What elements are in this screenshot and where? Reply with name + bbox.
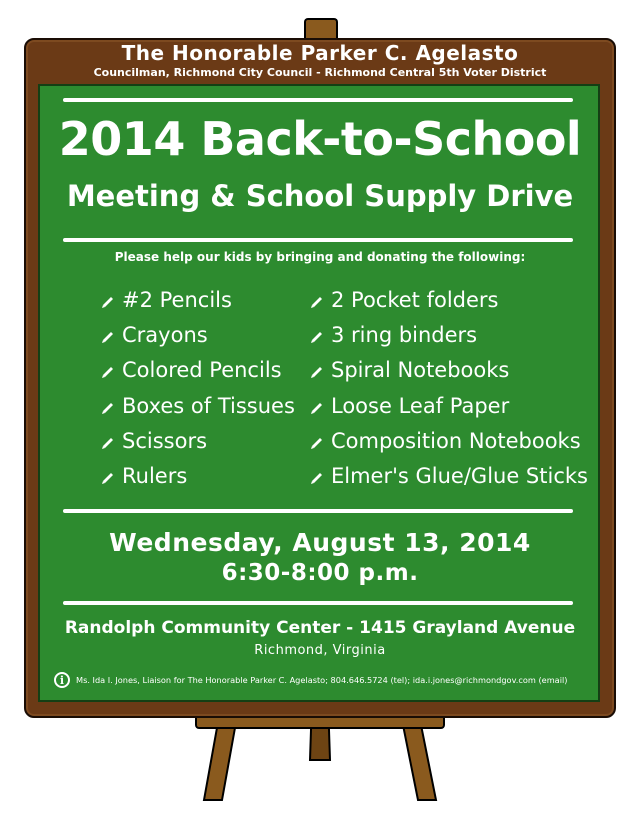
contact-text: Ms. Ida I. Jones, Liaison for The Honorable Parker C. Agelasto; 804.646.5724 (tel); ida.i.jones@richmondgov.com (email)	[76, 675, 568, 685]
supply-item	[100, 462, 187, 490]
pencil-icon	[100, 398, 116, 414]
supply-item	[100, 356, 282, 384]
supply-label: Spiral Notebooks	[331, 358, 510, 382]
venue-city: Richmond, Virginia	[254, 643, 386, 658]
councilman-name: The Honorable Parker C. Agelasto	[121, 41, 519, 65]
supply-label: Boxes of Tissues	[122, 394, 295, 418]
pencil-icon	[100, 327, 116, 343]
pencil-icon	[309, 398, 325, 414]
supply-item	[100, 392, 295, 420]
pencil-icon	[309, 433, 325, 449]
councilman-title: Councilman, Richmond City Council - Richmond Central 5th Voter District	[93, 66, 547, 79]
pencil-icon	[100, 433, 116, 449]
chalk-divider	[63, 601, 573, 605]
pencil-icon	[309, 292, 325, 308]
pencil-icon	[100, 362, 116, 378]
supply-item	[309, 321, 477, 349]
supply-label: Scissors	[122, 429, 208, 453]
chalk-divider	[63, 509, 573, 513]
contact-info	[54, 670, 594, 690]
info-icon: i	[54, 672, 70, 688]
supply-label: Crayons	[122, 323, 208, 347]
pencil-icon	[100, 468, 116, 484]
supply-label: 2 Pocket folders	[331, 288, 499, 312]
pencil-icon	[100, 292, 116, 308]
subheadline: Meeting & School Supply Drive	[66, 179, 574, 213]
supply-label: #2 Pencils	[122, 288, 232, 312]
chalk-divider	[63, 238, 573, 242]
pencil-icon	[309, 468, 325, 484]
donation-instructions: Please help our kids by bringing and donating the following:	[114, 250, 526, 264]
supply-item	[100, 321, 208, 349]
venue-address: Randolph Community Center - 1415 Grayland Avenue	[64, 618, 576, 638]
supply-item	[309, 462, 588, 490]
supply-label: Colored Pencils	[122, 358, 282, 382]
pencil-icon	[309, 362, 325, 378]
chalk-divider	[63, 98, 573, 102]
supply-item	[309, 356, 509, 384]
supply-item	[100, 286, 232, 314]
supply-label: Rulers	[122, 464, 188, 488]
supply-label: Loose Leaf Paper	[331, 394, 510, 418]
supply-item	[100, 427, 207, 455]
event-date: Wednesday, August 13, 2014	[109, 528, 531, 557]
supply-item	[309, 286, 499, 314]
supply-label: Composition Notebooks	[331, 429, 581, 453]
supply-item	[309, 392, 509, 420]
supply-label: 3 ring binders	[331, 323, 478, 347]
supply-item	[309, 427, 581, 455]
event-time: 6:30-8:00 p.m.	[221, 560, 419, 586]
pencil-icon	[309, 327, 325, 343]
supply-label: Elmer's Glue/Glue Sticks	[331, 464, 588, 488]
headline: 2014 Back-to-School	[58, 112, 582, 166]
